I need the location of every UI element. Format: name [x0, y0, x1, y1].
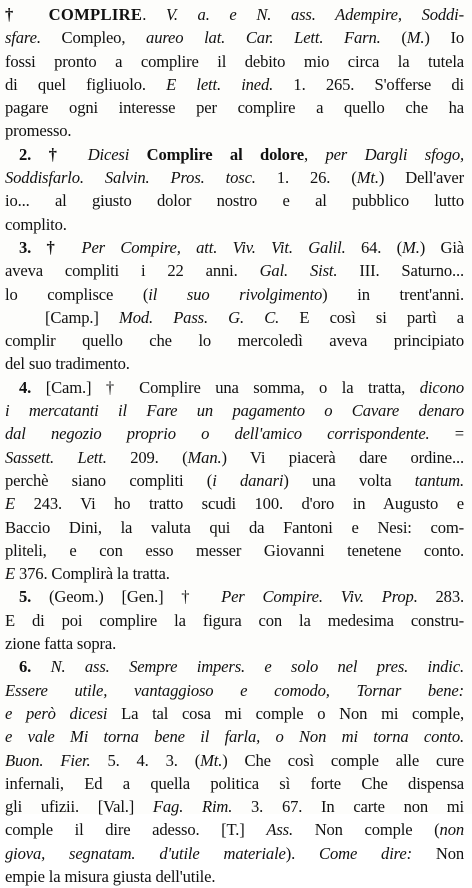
text-span: Sassett. Lett.	[5, 447, 107, 467]
text-line	[5, 236, 464, 259]
text-span: [Camp.]	[45, 307, 120, 327]
text-line	[5, 795, 464, 818]
text-line	[5, 725, 464, 748]
text-line	[5, 702, 464, 725]
text-span: e però dicesi	[5, 703, 108, 723]
text-line	[5, 352, 464, 375]
text-span: i danari	[212, 470, 284, 490]
text-span: Come dire:	[319, 843, 412, 863]
text-span: .	[142, 5, 166, 24]
text-span: Complire al dolore	[129, 144, 304, 164]
text-span: sfare.	[5, 28, 41, 48]
text-line	[5, 469, 464, 492]
text-line	[5, 516, 464, 539]
text-span: COMPLIRE	[48, 5, 143, 24]
text-span: 243. Vi ho tratto scudi 100. d'oro in Augusto e	[15, 494, 464, 514]
text-span: ) Dell'aver	[378, 168, 464, 188]
text-line	[5, 329, 464, 352]
text-span: Mt.	[200, 750, 223, 770]
text-line	[5, 842, 464, 865]
text-line	[5, 50, 464, 73]
text-line	[5, 96, 464, 119]
text-span: Non comple (	[293, 820, 440, 840]
text-span: infernali, Ed a quella politica sì forte Che dispensa	[5, 773, 464, 793]
text-span: E lett. ined.	[166, 74, 274, 94]
text-span: complito.	[5, 214, 67, 234]
text-line	[5, 166, 464, 189]
text-span: il suo rivolgimento	[148, 284, 323, 304]
text-span: III. Saturno...	[337, 261, 464, 281]
text-line	[5, 655, 464, 678]
text-span: Ass.	[266, 820, 293, 840]
text-span: aureo lat. Car. Lett. Farn.	[146, 28, 381, 48]
text-span: 3. †	[19, 237, 82, 257]
text-span: 5.	[19, 587, 49, 607]
text-span: Essere utile, vantaggioso e comodo, Tornar bene:	[5, 680, 464, 700]
text-line	[5, 143, 464, 166]
text-line	[5, 399, 464, 422]
text-span: ) in trent'anni.	[322, 284, 464, 304]
text-span: non	[439, 820, 464, 840]
text-span: perchè siano compliti (	[5, 470, 213, 490]
text-span: (Geom.) [Gen.] †	[48, 587, 222, 607]
text-span: 283.	[417, 587, 464, 607]
text-span: ) Già	[419, 237, 464, 257]
text-line	[5, 283, 464, 306]
text-span: zione fatta sopra.	[5, 634, 117, 654]
text-span: Man.	[187, 447, 222, 467]
text-span: ) Che così comple alle cure	[222, 750, 464, 770]
text-line	[5, 539, 464, 562]
text-span: per Dargli sfogo,	[325, 144, 464, 164]
text-line	[5, 376, 464, 399]
text-span: N. ass. Sempre impers. e solo nel pres. indic.	[50, 657, 464, 677]
text-span: comple il dire adesso. [T.]	[5, 820, 267, 840]
text-span: Buon. Fier.	[5, 750, 91, 770]
text-span: 5. 4. 3. (	[90, 750, 201, 770]
text-span: promesso.	[5, 121, 72, 141]
text-span: M.	[402, 237, 420, 257]
text-line	[5, 865, 464, 888]
text-line	[5, 749, 464, 772]
text-span: tantum.	[414, 470, 464, 490]
text-span: †	[5, 5, 49, 24]
text-line	[5, 189, 464, 212]
text-line	[5, 585, 464, 608]
text-span: 64. (	[345, 237, 403, 257]
text-span: 1. 265. S'offerse di	[273, 74, 464, 94]
text-span: Baccio Dini, la valuta qui da Fantoni e Nesi: com-	[5, 517, 464, 537]
text-span: 6.	[19, 657, 51, 677]
text-line	[5, 213, 464, 236]
text-span: io... al giusto dolor nostro e al pubblico lutto	[5, 191, 464, 211]
text-span: del suo tradimento.	[5, 354, 130, 374]
text-span: [Cam.] † Complire una somma,	[45, 377, 320, 397]
text-span: Gal. Sist.	[259, 261, 338, 281]
text-line	[5, 492, 464, 515]
text-span: Soddisfarlo. Salvin. Pros. tosc.	[5, 168, 256, 188]
text-span: empie la misura giusta dell'utile.	[5, 866, 216, 886]
text-span: =	[429, 424, 464, 444]
text-span: e vale Mi torna bene il farla, o Non mi torna conto.	[5, 727, 464, 747]
text-span: E così si partì a	[279, 307, 464, 327]
text-span: V. a. e N. ass. Adempire, Soddi-	[165, 5, 464, 24]
text-line	[5, 772, 464, 795]
text-line	[5, 562, 464, 585]
text-span: Per Compire, att. Viv. Vit. Galil.	[81, 237, 346, 257]
text-span: fossi pronto a complire il debito mio circa la tutela	[5, 51, 464, 71]
text-line	[5, 679, 464, 702]
text-line	[5, 3, 464, 26]
text-span: Non	[411, 843, 464, 863]
text-span: Fag. Rim.	[152, 797, 233, 817]
text-line	[5, 609, 464, 632]
text-line	[5, 818, 464, 841]
text-span: 3. 67. In carte non mi	[232, 797, 464, 817]
text-span: (	[380, 28, 407, 48]
text-span: complir quello che lo mercoledì aveva principiato	[5, 331, 464, 351]
text-span: dicono	[419, 377, 464, 397]
text-span: giova, segnatam. d'utile materiale	[5, 843, 286, 863]
text-span: ).	[285, 843, 320, 863]
text-line	[5, 632, 464, 655]
text-span: E	[5, 494, 15, 514]
text-span: ,	[303, 144, 326, 164]
text-span: pliteli, e con esso messer Giovanni tenetene conto.	[5, 540, 464, 560]
text-line	[5, 422, 464, 445]
text-span: 1. 26. (	[255, 168, 357, 188]
text-span: 209. (	[106, 447, 188, 467]
text-span: 376. Complirà la tratta.	[15, 564, 170, 584]
text-line	[5, 26, 464, 49]
text-span: ) una volta	[283, 470, 415, 490]
text-span: Mt.	[356, 168, 379, 188]
text-span: Per Compire. Viv. Prop.	[221, 587, 418, 607]
text-span: i mercatanti il Fare un pagamento o Cavare denaro	[5, 401, 464, 421]
text-span: o la tratta,	[319, 377, 420, 397]
text-span: Compleo,	[40, 28, 147, 48]
text-span: 4.	[19, 377, 46, 397]
text-line	[5, 446, 464, 469]
text-span: ) Io	[424, 28, 464, 48]
text-span: pagare ogni interesse per complire a quello che ha	[5, 98, 464, 118]
text-span: La tal cosa mi comple o Non mi comple,	[107, 703, 464, 723]
text-span: aveva compliti i 22 anni.	[5, 261, 260, 281]
text-span: Dicesi	[87, 144, 130, 164]
text-line	[5, 259, 464, 282]
text-span: lo complisce (	[5, 284, 149, 304]
text-span: di quel figliuolo.	[5, 74, 167, 94]
text-span: dal negozio proprio o dell'amico corrispondente.	[5, 424, 430, 444]
text-line	[5, 306, 464, 329]
text-span: E	[5, 564, 15, 584]
text-span: 2. †	[19, 144, 88, 164]
text-span: M.	[406, 28, 425, 48]
text-line	[5, 73, 464, 96]
text-span: Mod. Pass. G. C.	[119, 307, 280, 327]
text-span: gli ufizii. [Val.]	[5, 797, 153, 817]
text-span: E di poi complire la figura con la medesima constru-	[5, 610, 464, 630]
text-line	[5, 119, 464, 142]
text-span: ) Vi piacerà dare ordine...	[221, 447, 465, 467]
